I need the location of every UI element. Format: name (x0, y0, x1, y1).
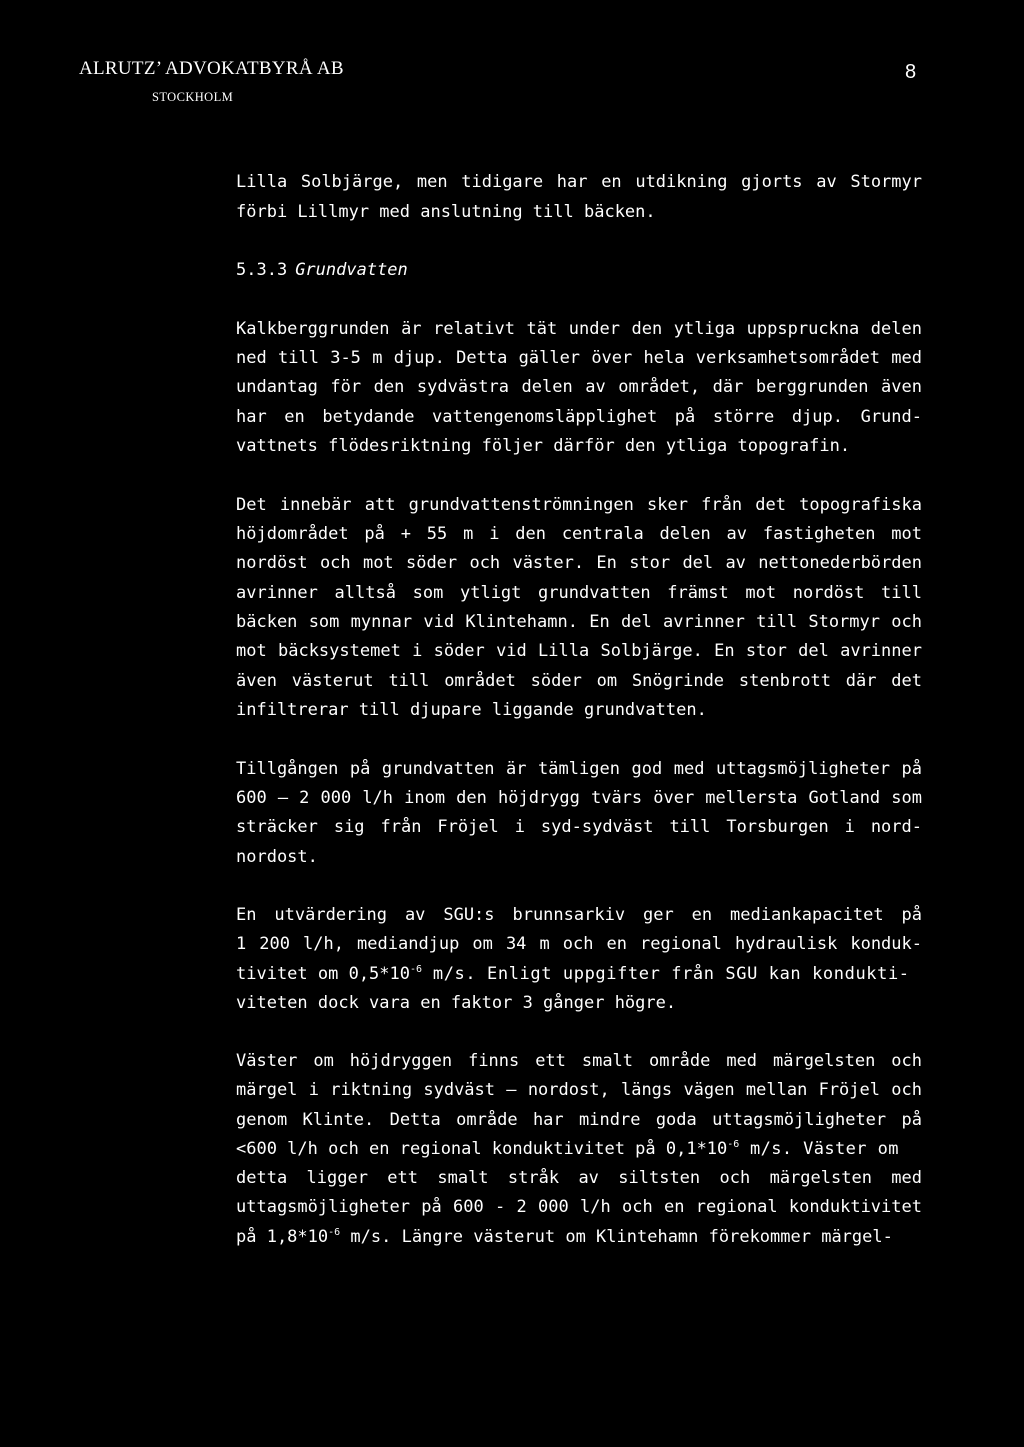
text-line: infiltrerar till djupare liggande grundvatten. (236, 700, 707, 720)
text-line: detta ligger ett smalt stråk av siltsten och märgelsten med (236, 1168, 922, 1188)
letterhead-firm-name: ALRUTZ’ ADVOKATBYRÅ AB (79, 58, 344, 79)
text-fragment: m/s. Enligt uppgifter från SGU kan kondukti- (422, 964, 910, 984)
letterhead-city: STOCKHOLM (152, 90, 234, 104)
section-number: 5.3.3 (236, 260, 288, 280)
text-line: nordöst och mot söder och väster. En stor del av nettonederbörden (236, 553, 922, 573)
text-line: ned till 3-5 m djup. Detta gäller över hela verksamhetsområdet med (236, 348, 922, 368)
text-line: undantag för den sydvästra delen av området, där berggrunden även (236, 377, 922, 397)
text-fragment: m/s. Längre västerut om Klintehamn förekommer märgel- (340, 1227, 893, 1247)
text-line: mot bäcksystemet i söder vid Lilla Solbjärge. En stor del avrinner (236, 641, 922, 661)
text-line: En utvärdering av SGU:s brunnsarkiv ger en mediankapacitet på (236, 905, 922, 925)
text-line: Väster om höjdryggen finns ett smalt område med märgelsten och (236, 1051, 922, 1071)
text-line: vattnets flödesriktning följer därför den ytliga topografin. (236, 436, 851, 456)
text-line: Tillgången på grundvatten är tämligen god med uttagsmöjligheter på (236, 759, 922, 779)
text-line: genom Klinte. Detta område har mindre goda uttagsmöjligheter på (236, 1110, 922, 1130)
section-heading (236, 256, 408, 286)
text-line: sträcker sig från Fröjel i syd-sydväst till Torsburgen i nord- (236, 817, 922, 837)
exponent: -6 (410, 964, 423, 975)
text-line: uttagsmöjligheter på 600 - 2 000 l/h och en regional konduktivitet (236, 1197, 922, 1217)
page-number: 8 (905, 61, 917, 83)
text-line: 600 – 2 000 l/h inom den höjdrygg tvärs över mellersta Gotland som (236, 788, 922, 808)
text-line: Lilla Solbjärge, men tidigare har en utdikning gjorts av Stormyr (236, 172, 922, 192)
text-line: förbi Lillmyr med anslutning till bäcken. (236, 202, 656, 222)
exponent: -6 (727, 1139, 740, 1150)
text-line: har en betydande vattengenomsläpplighet på större djup. Grund- (236, 407, 922, 427)
text-line (236, 1135, 899, 1165)
text-line: 1 200 l/h, mediandjup om 34 m och en regional hydraulisk konduk- (236, 934, 922, 954)
text-line: höjdområdet på + 55 m i den centrala delen av fastigheten mot (236, 524, 922, 544)
text-line: även västerut till området söder om Snögrinde stenbrott där det (236, 671, 922, 691)
text-fragment: tivitet om 0,5*10 (236, 964, 410, 984)
text-line: bäcken som mynnar vid Klintehamn. En del avrinner till Stormyr och (236, 612, 922, 632)
text-line: avrinner alltså som ytligt grundvatten främst mot nordöst till (236, 583, 922, 603)
text-line: Det innebär att grundvattenströmningen sker från det topografiska (236, 495, 922, 515)
text-line: märgel i riktning sydväst – nordost, längs vägen mellan Fröjel och (236, 1080, 922, 1100)
text-fragment: m/s. Väster om (739, 1139, 899, 1159)
text-line (236, 1223, 893, 1253)
text-line: Kalkberggrunden är relativt tät under den ytliga uppspruckna delen (236, 319, 922, 339)
text-line: nordost. (236, 847, 318, 867)
text-fragment: <600 l/h och en regional konduktivitet på 0,1*10 (236, 1139, 728, 1159)
text-fragment: på 1,8*10 (236, 1227, 329, 1247)
section-title: Grundvatten (295, 260, 408, 280)
text-line: viteten dock vara en faktor 3 gånger högre. (236, 993, 677, 1013)
exponent: -6 (328, 1227, 341, 1238)
text-line (236, 960, 910, 990)
